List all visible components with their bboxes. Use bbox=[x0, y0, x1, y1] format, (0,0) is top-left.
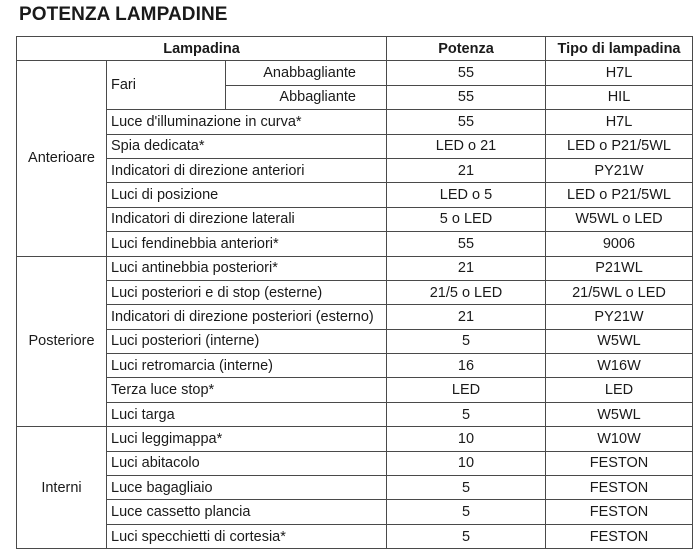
row-tipo: 9006 bbox=[546, 232, 693, 256]
row-tipo: P21WL bbox=[546, 256, 693, 280]
row-label: Luci fendinebbia anteriori* bbox=[107, 232, 387, 256]
row-sublabel: Anabbagliante bbox=[226, 61, 387, 85]
row-tipo: W5WL bbox=[546, 329, 693, 353]
table-row bbox=[17, 476, 693, 500]
row-label: Terza luce stop* bbox=[107, 378, 387, 402]
table-row bbox=[17, 256, 693, 280]
row-label: Luci retromarcia (interne) bbox=[107, 354, 387, 378]
row-potenza: 55 bbox=[387, 232, 546, 256]
table-row bbox=[17, 329, 693, 353]
row-sublabel: Abbagliante bbox=[226, 85, 387, 109]
row-label: Fari bbox=[107, 61, 226, 110]
table-row bbox=[17, 134, 693, 158]
row-label: Luce cassetto plancia bbox=[107, 500, 387, 524]
table-row bbox=[17, 232, 693, 256]
row-potenza: 5 bbox=[387, 476, 546, 500]
header-tipo: Tipo di lampadina bbox=[546, 37, 693, 61]
row-potenza: 21 bbox=[387, 305, 546, 329]
row-potenza: LED o 5 bbox=[387, 183, 546, 207]
row-tipo: FESTON bbox=[546, 500, 693, 524]
row-tipo: FESTON bbox=[546, 451, 693, 475]
bulb-power-table bbox=[16, 36, 693, 549]
table-row bbox=[17, 110, 693, 134]
row-label: Indicatori di direzione laterali bbox=[107, 207, 387, 231]
row-potenza: 5 o LED bbox=[387, 207, 546, 231]
row-potenza: 10 bbox=[387, 427, 546, 451]
row-potenza: 5 bbox=[387, 500, 546, 524]
row-label: Luci di posizione bbox=[107, 183, 387, 207]
row-potenza: 16 bbox=[387, 354, 546, 378]
table-row bbox=[17, 61, 693, 85]
row-tipo: LED o P21/5WL bbox=[546, 183, 693, 207]
row-potenza: 5 bbox=[387, 402, 546, 426]
row-tipo: LED bbox=[546, 378, 693, 402]
row-potenza: 55 bbox=[387, 85, 546, 109]
table-row bbox=[17, 183, 693, 207]
row-tipo: PY21W bbox=[546, 158, 693, 182]
row-tipo: W10W bbox=[546, 427, 693, 451]
row-tipo: W5WL bbox=[546, 402, 693, 426]
row-potenza: 21 bbox=[387, 158, 546, 182]
table-row bbox=[17, 354, 693, 378]
row-potenza: 5 bbox=[387, 524, 546, 548]
row-potenza: LED bbox=[387, 378, 546, 402]
table-row bbox=[17, 451, 693, 475]
table-header-row bbox=[17, 37, 693, 61]
row-label: Luci posteriori (interne) bbox=[107, 329, 387, 353]
row-tipo: HIL bbox=[546, 85, 693, 109]
row-label: Indicatori di direzione posteriori (esterno) bbox=[107, 305, 387, 329]
row-tipo: LED o P21/5WL bbox=[546, 134, 693, 158]
table-row bbox=[17, 305, 693, 329]
row-potenza: 10 bbox=[387, 451, 546, 475]
table-row bbox=[17, 280, 693, 304]
row-potenza: LED o 21 bbox=[387, 134, 546, 158]
header-lampadina: Lampadina bbox=[17, 37, 387, 61]
row-potenza: 55 bbox=[387, 110, 546, 134]
row-label: Spia dedicata* bbox=[107, 134, 387, 158]
row-label: Luci specchietti di cortesia* bbox=[107, 524, 387, 548]
row-tipo: H7L bbox=[546, 61, 693, 85]
row-potenza: 55 bbox=[387, 61, 546, 85]
row-label: Luci posteriori e di stop (esterne) bbox=[107, 280, 387, 304]
row-tipo: W16W bbox=[546, 354, 693, 378]
row-potenza: 5 bbox=[387, 329, 546, 353]
row-label: Luce d'illuminazione in curva* bbox=[107, 110, 387, 134]
header-potenza: Potenza bbox=[387, 37, 546, 61]
row-tipo: FESTON bbox=[546, 524, 693, 548]
row-tipo: 21/5WL o LED bbox=[546, 280, 693, 304]
table-row bbox=[17, 207, 693, 231]
row-potenza: 21/5 o LED bbox=[387, 280, 546, 304]
table-row bbox=[17, 158, 693, 182]
table-row bbox=[17, 378, 693, 402]
page-title: POTENZA LAMPADINE bbox=[19, 4, 228, 25]
table-row bbox=[17, 524, 693, 548]
row-label: Luci targa bbox=[107, 402, 387, 426]
row-tipo: FESTON bbox=[546, 476, 693, 500]
row-tipo: H7L bbox=[546, 110, 693, 134]
row-tipo: W5WL o LED bbox=[546, 207, 693, 231]
table-row bbox=[17, 500, 693, 524]
group-label: Anterioare bbox=[17, 61, 107, 256]
row-label: Luci leggimappa* bbox=[107, 427, 387, 451]
row-tipo: PY21W bbox=[546, 305, 693, 329]
group-label: Interni bbox=[17, 427, 107, 549]
table-row bbox=[17, 402, 693, 426]
row-label: Luci abitacolo bbox=[107, 451, 387, 475]
table-row bbox=[17, 427, 693, 451]
row-label: Luci antinebbia posteriori* bbox=[107, 256, 387, 280]
group-label: Posteriore bbox=[17, 256, 107, 427]
row-potenza: 21 bbox=[387, 256, 546, 280]
row-label: Indicatori di direzione anteriori bbox=[107, 158, 387, 182]
row-label: Luce bagagliaio bbox=[107, 476, 387, 500]
